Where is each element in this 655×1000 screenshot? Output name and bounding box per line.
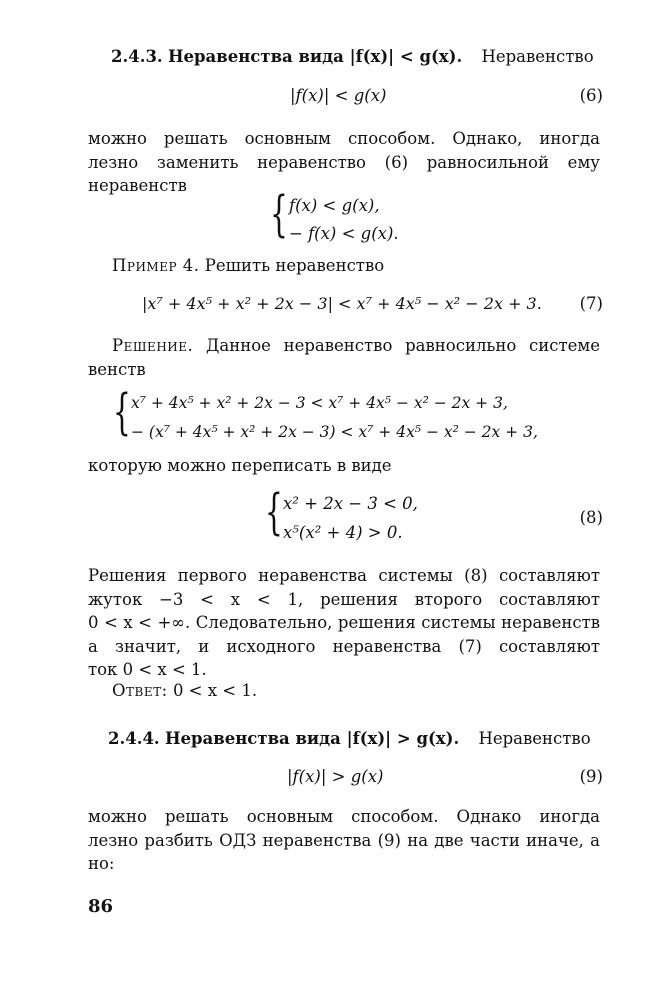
equation-8-number: (8) <box>579 508 603 527</box>
page-number: 86 <box>88 896 114 917</box>
solution-line: венств <box>88 359 146 379</box>
paragraph-line: можно решать основным способом. Однако, иногда <box>88 129 600 148</box>
section-243-title: Неравенства вида |f(x)| < g(x). <box>167 47 463 66</box>
paragraph-line: Решения первого неравенства системы (8) составляют <box>88 566 600 585</box>
solution-line <box>88 334 600 358</box>
paragraph-line: лезно разбить ОДЗ неравенства (9) на две части иначе, а <box>88 830 600 850</box>
left-brace: { <box>265 482 283 541</box>
system-line-1: f(x) < g(x), <box>289 196 380 215</box>
section-244-heading <box>108 729 591 748</box>
example-4 <box>112 256 384 275</box>
equation-7: |x⁷ + 4x⁵ + x² + 2x − 3| < x⁷ + 4x⁵ − x² − 2x + 3. <box>142 294 542 313</box>
left-brace: { <box>113 382 131 441</box>
solution-label: Решение. <box>112 336 194 355</box>
paragraph-line: но: <box>88 854 115 873</box>
paragraph-line: лезно заменить неравенство (6) равносильной ему <box>88 152 600 172</box>
paragraph-line: можно решать основным способом. Однако иногда <box>88 807 600 826</box>
section-243-paragraph <box>88 127 600 198</box>
paragraph-line: 0 < x < +∞. Следовательно, решения системы неравенств <box>88 613 600 632</box>
answer <box>112 681 257 700</box>
section-244-number: 2.4.4. <box>108 729 160 748</box>
paragraph-line: неравенств <box>88 176 187 195</box>
big-system-line-2: − (x⁷ + 4x⁵ + x² + 2x − 3) < x⁷ + 4x⁵ − x² − 2x + 3, <box>131 423 538 441</box>
section-243-heading <box>111 47 594 66</box>
section-244-title: Неравенства вида |f(x)| > g(x). <box>164 729 460 748</box>
system-line-2: − f(x) < g(x). <box>289 224 399 243</box>
solution-intro <box>88 334 600 381</box>
system-8-line-1: x² + 2x − 3 < 0, <box>283 494 418 513</box>
equation-7-number: (7) <box>579 294 603 313</box>
section-244-lead-word: Неравенство <box>478 729 591 748</box>
big-system-line-1: x⁷ + 4x⁵ + x² + 2x − 3 < x⁷ + 4x⁵ − x² − 2x + 3, <box>131 394 508 412</box>
example-text: Решить неравенство <box>204 256 385 275</box>
paragraph-line: жуток −3 < x < 1, решения второго составляют <box>88 589 600 609</box>
left-brace: { <box>270 184 288 243</box>
equation-6: |f(x)| < g(x) <box>290 86 387 105</box>
equation-6-number: (6) <box>579 86 603 105</box>
section-243-lead-word: Неравенство <box>481 47 594 66</box>
section-243-number: 2.4.3. <box>111 47 163 66</box>
example-label: Пример 4. <box>112 256 200 275</box>
paragraph-line: а значит, и исходного неравенства (7) составляют <box>88 636 600 656</box>
system-8-line-2: x⁵(x² + 4) > 0. <box>283 523 403 542</box>
rewrite-sentence: которую можно переписать в виде <box>88 456 392 475</box>
answer-label: Ответ: <box>112 681 168 700</box>
solution-text: Данное неравенство равносильно системе <box>205 336 600 355</box>
equation-9-number: (9) <box>579 767 603 786</box>
equation-9: |f(x)| > g(x) <box>287 767 384 786</box>
conclusion-paragraph <box>88 564 600 682</box>
paragraph-line: ток 0 < x < 1. <box>88 660 207 679</box>
answer-value: 0 < x < 1. <box>172 681 258 700</box>
section-244-paragraph <box>88 805 600 876</box>
